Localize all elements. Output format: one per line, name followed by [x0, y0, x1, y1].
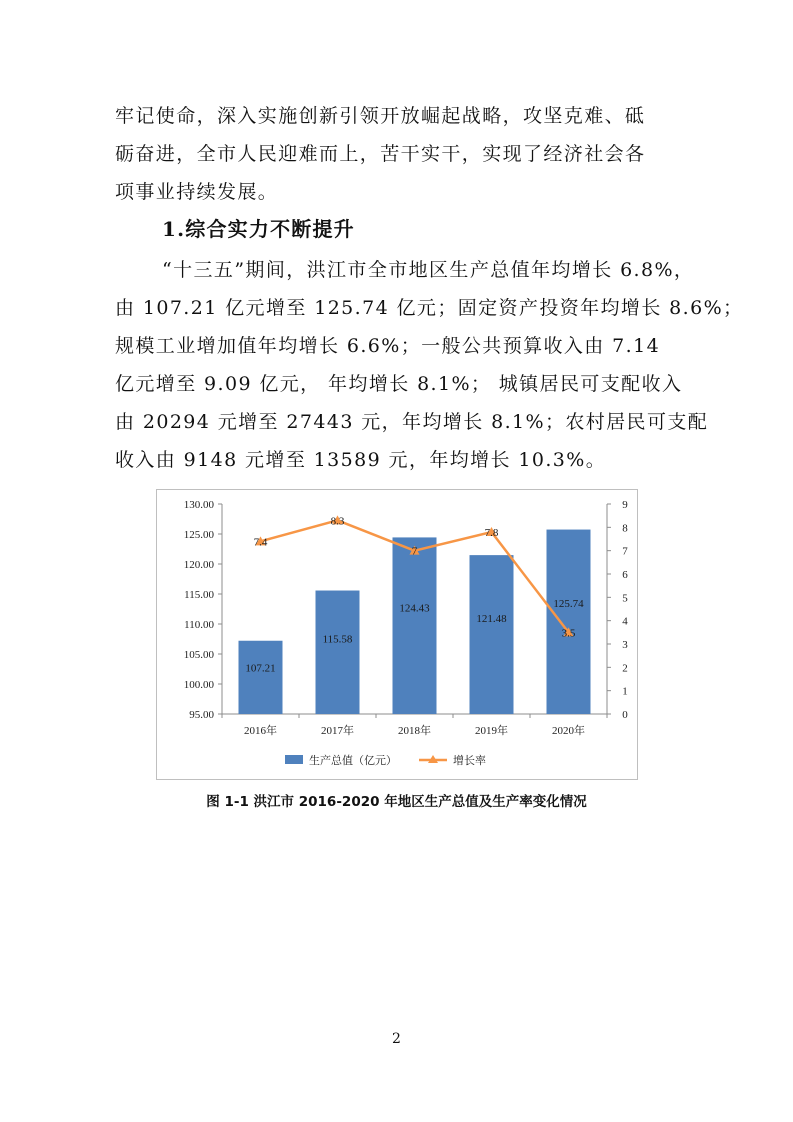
x-tick-label: 2016年: [244, 725, 277, 737]
right-tick-label: 1: [622, 685, 628, 698]
bar: [393, 537, 437, 714]
text-line: 由 20294 元增至 27443 元，年均增长 8.1%；农村居民可支配: [115, 411, 709, 433]
line-data-label: 7.4: [253, 536, 268, 549]
section-heading: 1.综合实力不断提升: [162, 217, 355, 241]
gdp-growth-chart: [157, 490, 637, 779]
bar: [547, 530, 591, 714]
right-tick-label: 5: [622, 592, 628, 605]
line-data-label: 8.3: [330, 515, 345, 528]
text-line: 牢记使命，深入实施创新引领开放崛起战略，攻坚克难、砥: [115, 105, 646, 127]
text-line: 砺奋进，全市人民迎难而上，苦干实干，实现了经济社会各: [115, 143, 646, 165]
left-tick-label: 120.00: [183, 559, 214, 571]
left-tick-label: 110.00: [184, 619, 214, 631]
bar-data-label: 115.58: [322, 633, 353, 646]
text-line: 亿元增至 9.09 亿元， 年均增长 8.1%； 城镇居民可支配收入: [115, 373, 683, 395]
legend-label: 生产总值（亿元）: [309, 754, 397, 767]
text-line: 项事业持续发展。: [115, 181, 279, 203]
line-data-label: 7: [411, 545, 418, 558]
x-tick-label: 2019年: [475, 725, 508, 737]
left-tick-label: 100.00: [183, 679, 214, 691]
left-tick-label: 125.00: [183, 529, 214, 541]
bar-data-label: 121.48: [476, 612, 507, 625]
right-tick-label: 6: [622, 569, 628, 581]
figure-caption: 图 1-1 洪江市 2016-2020 年地区生产总值及生产率变化情况: [206, 794, 587, 810]
right-tick-label: 8: [622, 522, 628, 535]
right-tick-label: 0: [622, 709, 628, 721]
x-tick-label: 2020年: [552, 725, 585, 737]
bar-data-label: 125.74: [553, 598, 584, 611]
left-tick-label: 115.00: [184, 589, 214, 601]
legend-label: 增长率: [453, 754, 486, 767]
left-tick-label: 95.00: [189, 709, 214, 721]
right-tick-label: 2: [622, 662, 628, 675]
x-tick-label: 2018年: [398, 725, 431, 737]
text-line: 由 107.21 亿元增至 125.74 亿元；固定资产投资年均增长 8.6%；: [115, 297, 744, 319]
left-tick-label: 105.00: [183, 649, 214, 661]
right-tick-label: 9: [622, 499, 628, 511]
bar: [316, 591, 360, 714]
right-tick-label: 3: [622, 639, 628, 651]
chart-frame: [156, 489, 638, 780]
text-line: “十三五”期间，洪江市全市地区生产总值年均增长 6.8%，: [162, 259, 695, 281]
body-paragraph: [115, 251, 744, 479]
left-tick-label: 130.00: [183, 499, 214, 511]
text-line: 规模工业增加值年均增长 6.6%；一般公共预算收入由 7.14: [115, 335, 661, 357]
legend-bar-swatch: [285, 755, 303, 764]
page-number: 2: [392, 1031, 401, 1047]
right-tick-label: 7: [622, 545, 628, 558]
line-data-label: 3.5: [561, 627, 576, 640]
intro-paragraph: [115, 97, 685, 211]
bar: [470, 555, 514, 714]
bar-data-label: 124.43: [399, 602, 430, 615]
bar: [239, 641, 283, 714]
text-line: 收入由 9148 元增至 13589 元，年均增长 10.3%。: [115, 449, 607, 471]
right-tick-label: 4: [622, 615, 628, 628]
line-data-label: 7.8: [484, 527, 499, 539]
x-tick-label: 2017年: [321, 725, 354, 737]
bar-data-label: 107.21: [245, 662, 276, 675]
